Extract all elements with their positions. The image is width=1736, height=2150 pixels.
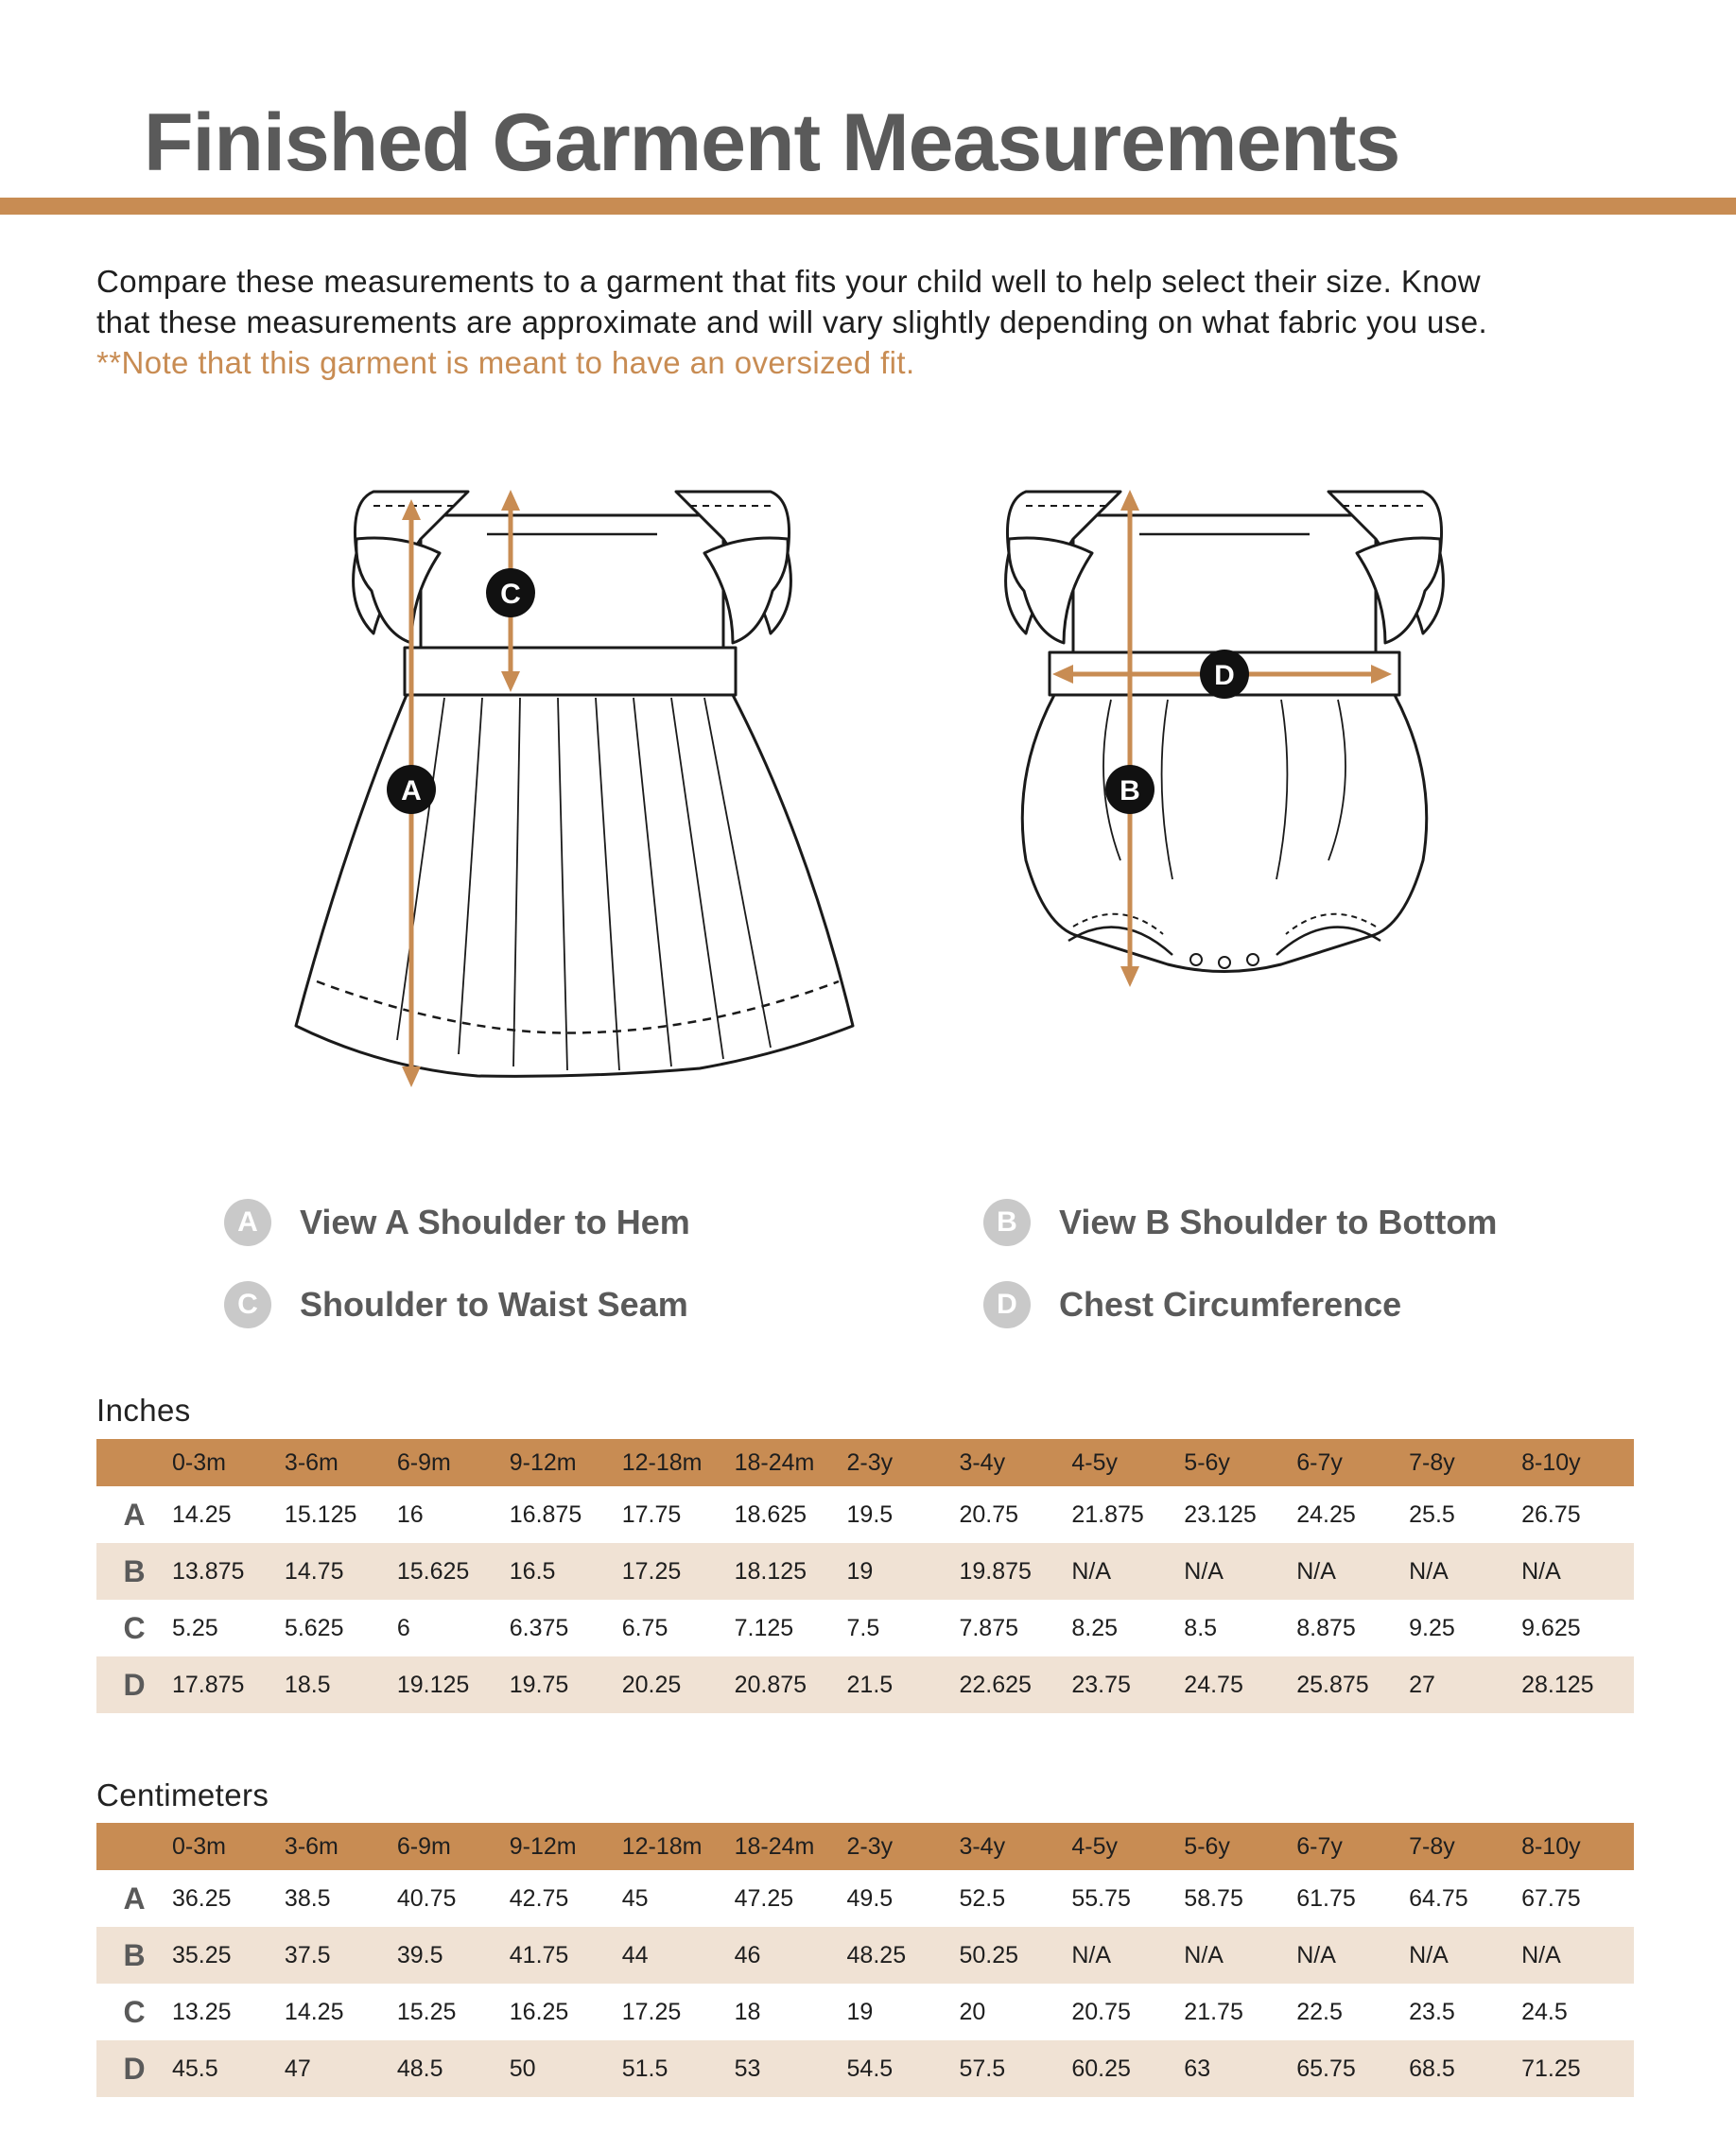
measurement-cell: 45.5 [172, 2040, 285, 2097]
size-header: 3-6m [285, 1439, 397, 1486]
size-header: 2-3y [847, 1439, 960, 1486]
measurement-cell: 15.25 [396, 1998, 457, 2025]
measurement-cell: N/A [1296, 1927, 1409, 1984]
measurement-cell: 5.25 [172, 1614, 218, 1641]
size-header: 0-3m [172, 1439, 285, 1486]
measurement-cell: 7.125 [734, 1614, 794, 1641]
measurement-cell: 47.25 [734, 1884, 794, 1912]
measurement-cell: 21.875 [1071, 1500, 1144, 1528]
legend-b-badge: B [983, 1199, 1031, 1246]
measurement-cell: 20 [959, 1998, 986, 2025]
measurement-cell: 18.125 [735, 1543, 847, 1600]
measurement-cell: 55.75 [1071, 1884, 1131, 1912]
size-header: 9-12m [510, 1823, 622, 1870]
table-row [96, 2040, 1634, 2097]
measurement-cell: 15.625 [397, 1543, 510, 1600]
measurement-cell: 17.25 [621, 1998, 682, 2025]
table-row [96, 1984, 1634, 2040]
measurement-cell: 14.25 [284, 1998, 344, 2025]
measurement-cell: 17.75 [621, 1500, 682, 1528]
measurement-cell: 6.75 [621, 1614, 668, 1641]
size-header: 6-9m [397, 1439, 510, 1486]
measurement-cell: 23.125 [1184, 1500, 1257, 1528]
measurement-cell: 16 [396, 1500, 424, 1528]
measurement-cell: 68.5 [1409, 2040, 1521, 2097]
measurement-cell: 25.875 [1296, 1656, 1409, 1713]
measurement-cell: 49.5 [846, 1884, 894, 1912]
intro-line-2: that these measurements are approximate and will vary slightly depending on what fabric you use. [96, 304, 1488, 339]
legend-b [983, 1199, 1497, 1246]
measurement-cell: 46 [735, 1927, 847, 1984]
measurement-cell: 20.25 [622, 1656, 735, 1713]
size-header: 3-4y [959, 1823, 1071, 1870]
measurement-cell: 18.625 [734, 1500, 807, 1528]
measurement-cell: 16.5 [510, 1543, 622, 1600]
size-header: 5-6y [1184, 1823, 1296, 1870]
measurement-cell: 20.75 [959, 1500, 1019, 1528]
measurement-cell: 39.5 [397, 1927, 510, 1984]
measurement-cell: 19.5 [846, 1500, 894, 1528]
marker-a-label: A [401, 775, 422, 806]
size-header: 4-5y [1071, 1439, 1184, 1486]
measurement-cell: 20.875 [735, 1656, 847, 1713]
measurement-cell: 21.5 [847, 1656, 960, 1713]
measurement-cell: 26.75 [1521, 1500, 1581, 1528]
legend-b-label: View B Shoulder to Bottom [1059, 1203, 1498, 1241]
legend-c-badge: C [224, 1281, 271, 1328]
measurement-cell: 9.25 [1409, 1614, 1455, 1641]
measurement-cell: N/A [1184, 1927, 1296, 1984]
measurement-cell: 64.75 [1409, 1884, 1468, 1912]
row-label: A [123, 1497, 146, 1532]
measurement-cell: 18 [734, 1998, 761, 2025]
legend-d-badge: D [983, 1281, 1031, 1328]
measurement-cell: 20.75 [1071, 1998, 1131, 2025]
page-title: Finished Garment Measurements [144, 97, 1400, 188]
measurement-cell: 18.5 [285, 1656, 397, 1713]
legend-a-label: View A Shoulder to Hem [300, 1203, 690, 1241]
measurement-cell: N/A [1409, 1543, 1521, 1600]
marker-b-label: B [1120, 775, 1140, 806]
measurement-cell: 37.5 [285, 1927, 397, 1984]
inches-table [96, 1439, 1634, 1713]
measurement-cell: 50 [510, 2040, 622, 2097]
legend-c [224, 1281, 688, 1328]
oversized-fit-note: **Note that this garment is meant to have an oversized fit. [96, 345, 915, 380]
measurement-cell: 13.875 [172, 1543, 285, 1600]
measurement-cell: 53 [735, 2040, 847, 2097]
table-row [96, 1600, 1634, 1656]
measurement-cell: 61.75 [1296, 1884, 1356, 1912]
row-label: B [96, 1543, 172, 1600]
legend-c-label: Shoulder to Waist Seam [300, 1285, 688, 1324]
measurement-cell: 19.75 [510, 1656, 622, 1713]
size-header: 3-6m [285, 1823, 397, 1870]
measurement-cell: 23.5 [1409, 1998, 1455, 2025]
measurement-cell: 7.875 [959, 1614, 1019, 1641]
legend-d-label: Chest Circumference [1059, 1285, 1402, 1324]
measurement-cell: N/A [1184, 1543, 1296, 1600]
measurement-cell: 7.5 [846, 1614, 880, 1641]
size-header: 18-24m [735, 1439, 847, 1486]
size-header: 6-7y [1296, 1823, 1409, 1870]
size-header: 12-18m [622, 1823, 735, 1870]
table-row [96, 1543, 1634, 1600]
measurement-cell: 48.5 [397, 2040, 510, 2097]
measurement-cell: 14.75 [285, 1543, 397, 1600]
measurement-cell: 65.75 [1296, 2040, 1409, 2097]
measurement-cell: 58.75 [1184, 1884, 1243, 1912]
table-row [96, 1486, 1634, 1543]
measurement-cell: N/A [1071, 1927, 1184, 1984]
size-header: 7-8y [1409, 1439, 1521, 1486]
measurement-cell: N/A [1521, 1543, 1634, 1600]
measurement-cell: 54.5 [847, 2040, 960, 2097]
size-header: 6-7y [1296, 1439, 1409, 1486]
measurement-cell: 63 [1184, 2040, 1296, 2097]
measurement-cell: 13.25 [172, 1998, 232, 2025]
measurement-cell: 36.25 [172, 1884, 232, 1912]
size-header: 18-24m [735, 1823, 847, 1870]
measurement-cell: 8.5 [1184, 1614, 1218, 1641]
measurement-cell: 35.25 [172, 1927, 285, 1984]
measurement-cell: 15.125 [284, 1500, 357, 1528]
measurement-cell: 57.5 [959, 2040, 1071, 2097]
measurement-cell: 67.75 [1521, 1884, 1581, 1912]
measurement-cell: 27 [1409, 1656, 1521, 1713]
measurement-cell: N/A [1409, 1927, 1521, 1984]
measurement-cell: 16.875 [509, 1500, 582, 1528]
inches-size-header-row [96, 1439, 1634, 1486]
table-row [96, 1927, 1634, 1984]
legend-a [224, 1199, 690, 1246]
measurement-cell: 24.5 [1521, 1998, 1568, 2025]
measurement-cell: 42.75 [509, 1884, 569, 1912]
size-header: 8-10y [1521, 1439, 1634, 1486]
centimeters-size-header-row [96, 1823, 1634, 1870]
measurement-cell: 50.25 [959, 1927, 1071, 1984]
measurement-cell: 9.625 [1521, 1614, 1581, 1641]
size-header: 5-6y [1184, 1439, 1296, 1486]
measurement-cell: 16.25 [509, 1998, 569, 2025]
row-label: D [96, 1656, 172, 1713]
measurement-cell: 40.75 [396, 1884, 457, 1912]
size-header: 7-8y [1409, 1823, 1521, 1870]
dress-illustration [279, 482, 875, 1116]
measurement-cell: N/A [1071, 1543, 1184, 1600]
marker-c-label: C [500, 579, 521, 610]
row-label: D [96, 2040, 172, 2097]
size-header: 2-3y [847, 1823, 960, 1870]
measurement-cell: 17.875 [172, 1656, 285, 1713]
size-header: 4-5y [1071, 1823, 1184, 1870]
measurement-cell: 6.375 [509, 1614, 569, 1641]
measurement-cell: 45 [621, 1884, 649, 1912]
intro-line-1: Compare these measurements to a garment that fits your child well to help select their size. Know [96, 264, 1481, 299]
measurement-cell: 47 [285, 2040, 397, 2097]
size-header: 12-18m [622, 1439, 735, 1486]
measurement-cell: 24.25 [1296, 1500, 1356, 1528]
row-label: B [96, 1927, 172, 1984]
measurement-cell: 5.625 [284, 1614, 344, 1641]
measurement-cell: 41.75 [510, 1927, 622, 1984]
row-label: C [123, 1610, 146, 1645]
corner-cell [96, 1439, 172, 1486]
measurement-cell: 19 [846, 1998, 874, 2025]
marker-d-label: D [1214, 660, 1235, 691]
measurement-cell: 8.25 [1071, 1614, 1119, 1641]
measurement-cell: N/A [1521, 1927, 1634, 1984]
measurement-cell: 51.5 [622, 2040, 735, 2097]
measurement-cell: 19.875 [959, 1543, 1071, 1600]
measurement-cell: 21.75 [1184, 1998, 1243, 2025]
measurement-cell: 71.25 [1521, 2040, 1634, 2097]
measurement-cell: 22.5 [1296, 1998, 1343, 2025]
measurement-cell: 60.25 [1071, 2040, 1184, 2097]
intro-text [96, 261, 1704, 383]
legend-d [983, 1281, 1401, 1328]
row-label: A [123, 1881, 146, 1916]
centimeters-heading: Centimeters [96, 1777, 269, 1812]
measurement-cell: 19.125 [397, 1656, 510, 1713]
size-header: 6-9m [397, 1823, 510, 1870]
size-header: 0-3m [172, 1823, 285, 1870]
measurement-cell: 44 [622, 1927, 735, 1984]
table-row [96, 1656, 1634, 1713]
legend-a-badge: A [224, 1199, 271, 1246]
measurement-cell: 24.75 [1184, 1656, 1296, 1713]
measurement-cell: 23.75 [1071, 1656, 1184, 1713]
size-header: 9-12m [510, 1439, 622, 1486]
row-label: C [123, 1994, 146, 2029]
measurement-cell: 48.25 [847, 1927, 960, 1984]
measurement-cell: 19 [847, 1543, 960, 1600]
inches-heading: Inches [96, 1393, 191, 1428]
measurement-cell: 14.25 [172, 1500, 232, 1528]
measurement-cell: 22.625 [959, 1656, 1071, 1713]
corner-cell [96, 1823, 172, 1870]
measurement-cell: 38.5 [284, 1884, 331, 1912]
measurement-cell: 52.5 [959, 1884, 1006, 1912]
measurement-cell: 17.25 [622, 1543, 735, 1600]
romper-illustration [998, 482, 1451, 993]
table-row [96, 1870, 1634, 1927]
title-divider [0, 198, 1736, 215]
measurement-cell: 28.125 [1521, 1656, 1634, 1713]
size-header: 8-10y [1521, 1823, 1634, 1870]
measurement-cell: 6 [396, 1614, 410, 1641]
measurement-cell: 8.875 [1296, 1614, 1356, 1641]
centimeters-table [96, 1823, 1634, 2097]
measurement-cell: 25.5 [1409, 1500, 1455, 1528]
size-header: 3-4y [959, 1439, 1071, 1486]
measurement-cell: N/A [1296, 1543, 1409, 1600]
